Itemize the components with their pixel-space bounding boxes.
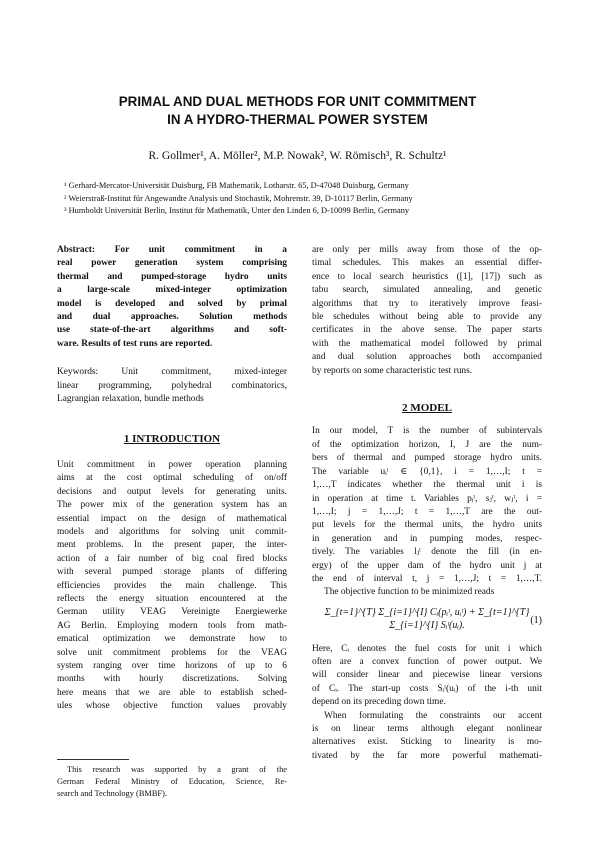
body-line: and dual solution approaches both accompanied bbox=[312, 352, 542, 363]
body-line: ment problems. In the present paper, the inter- bbox=[57, 540, 287, 551]
affiliation-1: ¹ Gerhard-Mercator-Universität Duisburg, FB Mathematik, Lotharstr. 65, D-47048 Duisburg, Germany bbox=[64, 181, 409, 190]
body-line: action of a fair number of big coal fired blocks bbox=[57, 553, 287, 564]
body-line: here means that we are able to establish sched- bbox=[57, 687, 287, 698]
footnote-line: This research was supported by a grant of the bbox=[67, 765, 287, 774]
abstract-line: and dual approaches. Solution methods bbox=[57, 312, 287, 323]
body-line: 1,…,T indicates whether the thermal unit i is bbox=[312, 480, 542, 491]
abstract bbox=[57, 244, 287, 351]
model-paragraph bbox=[312, 425, 542, 599]
body-line: of the optimization horizon, I, J are the num- bbox=[312, 439, 542, 450]
affiliations bbox=[64, 180, 564, 218]
body-line: with the mathematical model followed by primal bbox=[312, 338, 542, 349]
paper-title bbox=[40, 93, 555, 129]
body-line: timal schedules. This makes an essential differ- bbox=[312, 258, 542, 269]
body-line: aims at the cost optimal scheduling of on/off bbox=[57, 473, 287, 484]
body-line: German utility VEAG Vereinigte Energiewerke bbox=[57, 607, 287, 618]
keywords-line: linear programming, polyhedral combinatorics, bbox=[57, 380, 287, 391]
body-line: In our model, T is the number of subintervals bbox=[312, 426, 542, 437]
model-paragraph-2 bbox=[312, 643, 542, 764]
body-line: algorithms that try to iteratively improve feasi- bbox=[312, 298, 542, 309]
body-line: by reports on some characteristic test runs. bbox=[312, 365, 473, 376]
introduction-paragraph bbox=[57, 459, 287, 714]
body-line: Here, Cᵢ denotes the fuel costs for unit i which bbox=[312, 643, 542, 654]
body-line: The power mix of the generation system has an bbox=[57, 500, 287, 511]
body-line: months with hourly discretizations. Solving bbox=[57, 674, 287, 685]
right-column bbox=[312, 244, 542, 763]
abstract-line: use state-of-the-art algorithms and soft- bbox=[57, 325, 287, 336]
body-line: depend on its preceding down time. bbox=[312, 697, 446, 708]
affiliation-2: ² Weierstraß-Institut für Angewandte Analysis und Stochastik, Mohrenstr. 39, D-10117 Berlin, Germany bbox=[64, 193, 413, 203]
body-line: ematical optimization we demonstrate how to bbox=[57, 634, 287, 645]
left-column bbox=[57, 244, 287, 714]
body-line: often are a convex function of power output. We bbox=[312, 656, 542, 667]
abstract-line: ware. Results of test runs are reported. bbox=[57, 338, 213, 349]
body-line: 1,…,I; j = 1,…,J; t = 1,…,T are the out- bbox=[312, 506, 542, 517]
abstract-line: thermal and pumped-storage hydro units bbox=[57, 271, 287, 282]
body-line: decisions and output levels for generating units. bbox=[57, 486, 287, 497]
equation-1 bbox=[312, 606, 542, 633]
body-line: The variable uᵢᵗ ∈ {0,1}, i = 1,…,I; t = bbox=[312, 466, 542, 477]
abstract-line: a large-scale mixed-integer optimization bbox=[57, 285, 287, 296]
body-line: system ranging over time horizons of up to 6 bbox=[57, 660, 287, 671]
body-line: Unit commitment in power operation planning bbox=[57, 459, 287, 470]
body-line: solve unit commitment problems for the VEAG bbox=[57, 647, 287, 658]
body-line: the end of interval t, j = 1,…,J; t = 1,…,T. bbox=[312, 573, 542, 584]
abstract-line: real power generation system comprising bbox=[57, 258, 287, 269]
footnote-line: German Federal Ministry of Education, Science, Re- bbox=[57, 777, 287, 786]
intro-continuation bbox=[312, 244, 542, 378]
body-line: When formulating the constraints our accent bbox=[324, 710, 542, 721]
body-line: certificates in the above sense. The paper starts bbox=[312, 325, 542, 336]
keywords-line: Keywords: Unit commitment, mixed-integer bbox=[57, 367, 287, 378]
body-line: efficiencies provides the main challenge. This bbox=[57, 580, 287, 591]
body-line: ble schedules without being able to provide any bbox=[312, 312, 542, 323]
body-line: of Cᵢ. The start-up costs Sᵢᵗ(uᵢ) of the i-th unit bbox=[312, 683, 542, 694]
section-heading-introduction bbox=[57, 433, 287, 446]
equation-body: Σ_{t=1}^{T} Σ_{i=1}^{I} Cᵢ(pᵢᵗ, uᵢᵗ) + Σ_{t=1}^{T} Σ_{i=1}^{I} Sᵢᵗ(uᵢ). bbox=[324, 606, 530, 632]
keywords bbox=[57, 366, 287, 406]
abstract-line: Abstract: For unit commitment in a bbox=[57, 245, 287, 255]
abstract-line: model is developed and solved by primal bbox=[57, 298, 287, 309]
body-line: tively. The variables lⱼᵗ denote the fill (in en- bbox=[312, 547, 542, 558]
affiliation-3: ³ Humboldt Universität Berlin, Institut für Mathematik, Unter den Linden 6, D-10099 Berlin, Germany bbox=[64, 206, 410, 215]
footnote-rule bbox=[57, 759, 129, 760]
section-heading-text: 1 INTRODUCTION bbox=[123, 433, 221, 446]
section-heading-text: 2 MODEL bbox=[402, 402, 452, 415]
body-line: tabu search, simulated annealing, and genetic bbox=[312, 285, 542, 296]
body-line: alternatives exist. Sticking to linearity is mo- bbox=[312, 737, 542, 748]
body-line: ules whose objective function values provably bbox=[57, 701, 287, 712]
body-line: AG Berlin. Employing modern tools from math- bbox=[57, 620, 287, 631]
body-line: are only per mills away from those of the op- bbox=[312, 245, 542, 255]
footnote-line: search and Technology (BMBF). bbox=[57, 789, 167, 798]
body-line: in generation and in pumping modes, respec- bbox=[312, 533, 542, 544]
body-line: ergy) of the upper dam of the hydro unit j at bbox=[312, 560, 542, 571]
body-line: will consider linear and piecewise linear versions bbox=[312, 670, 542, 681]
title-line-1: PRIMAL AND DUAL METHODS FOR UNIT COMMITMENT bbox=[118, 94, 477, 109]
body-line: with several pumped storage plants of differing bbox=[57, 567, 287, 578]
body-line: The objective function to be minimized reads bbox=[324, 587, 495, 598]
body-line: tivated by the far more powerful mathemati- bbox=[312, 750, 542, 761]
body-line: models and algorithms for solving unit commit- bbox=[57, 526, 287, 537]
body-line: reflects the energy situation encountered at the bbox=[57, 593, 287, 604]
footnote bbox=[57, 764, 287, 800]
body-line: put levels for the thermal units, the hydro units bbox=[312, 520, 542, 531]
section-heading-model bbox=[312, 402, 542, 415]
body-line: essential impact on the design of mathematical bbox=[57, 513, 287, 524]
keywords-line: Lagrangian relaxation, bundle methods bbox=[57, 394, 204, 405]
body-line: bers of thermal and pumped storage hydro units. bbox=[312, 453, 542, 464]
author-list: R. Gollmer¹, A. Möller², M.P. Nowak², W. Römisch³, R. Schultz¹ bbox=[148, 150, 447, 162]
body-line: in operation at time t. Variables pᵢᵗ, sⱼᵗ, wⱼᵗ, i = bbox=[312, 493, 542, 504]
body-line: ence to local search heuristics ([1], [17]) such as bbox=[312, 271, 542, 282]
body-line: is on linear terms although elegant nonlinear bbox=[312, 724, 542, 734]
equation-number: (1) bbox=[530, 614, 542, 626]
title-line-2: IN A HYDRO-THERMAL POWER SYSTEM bbox=[167, 112, 428, 127]
